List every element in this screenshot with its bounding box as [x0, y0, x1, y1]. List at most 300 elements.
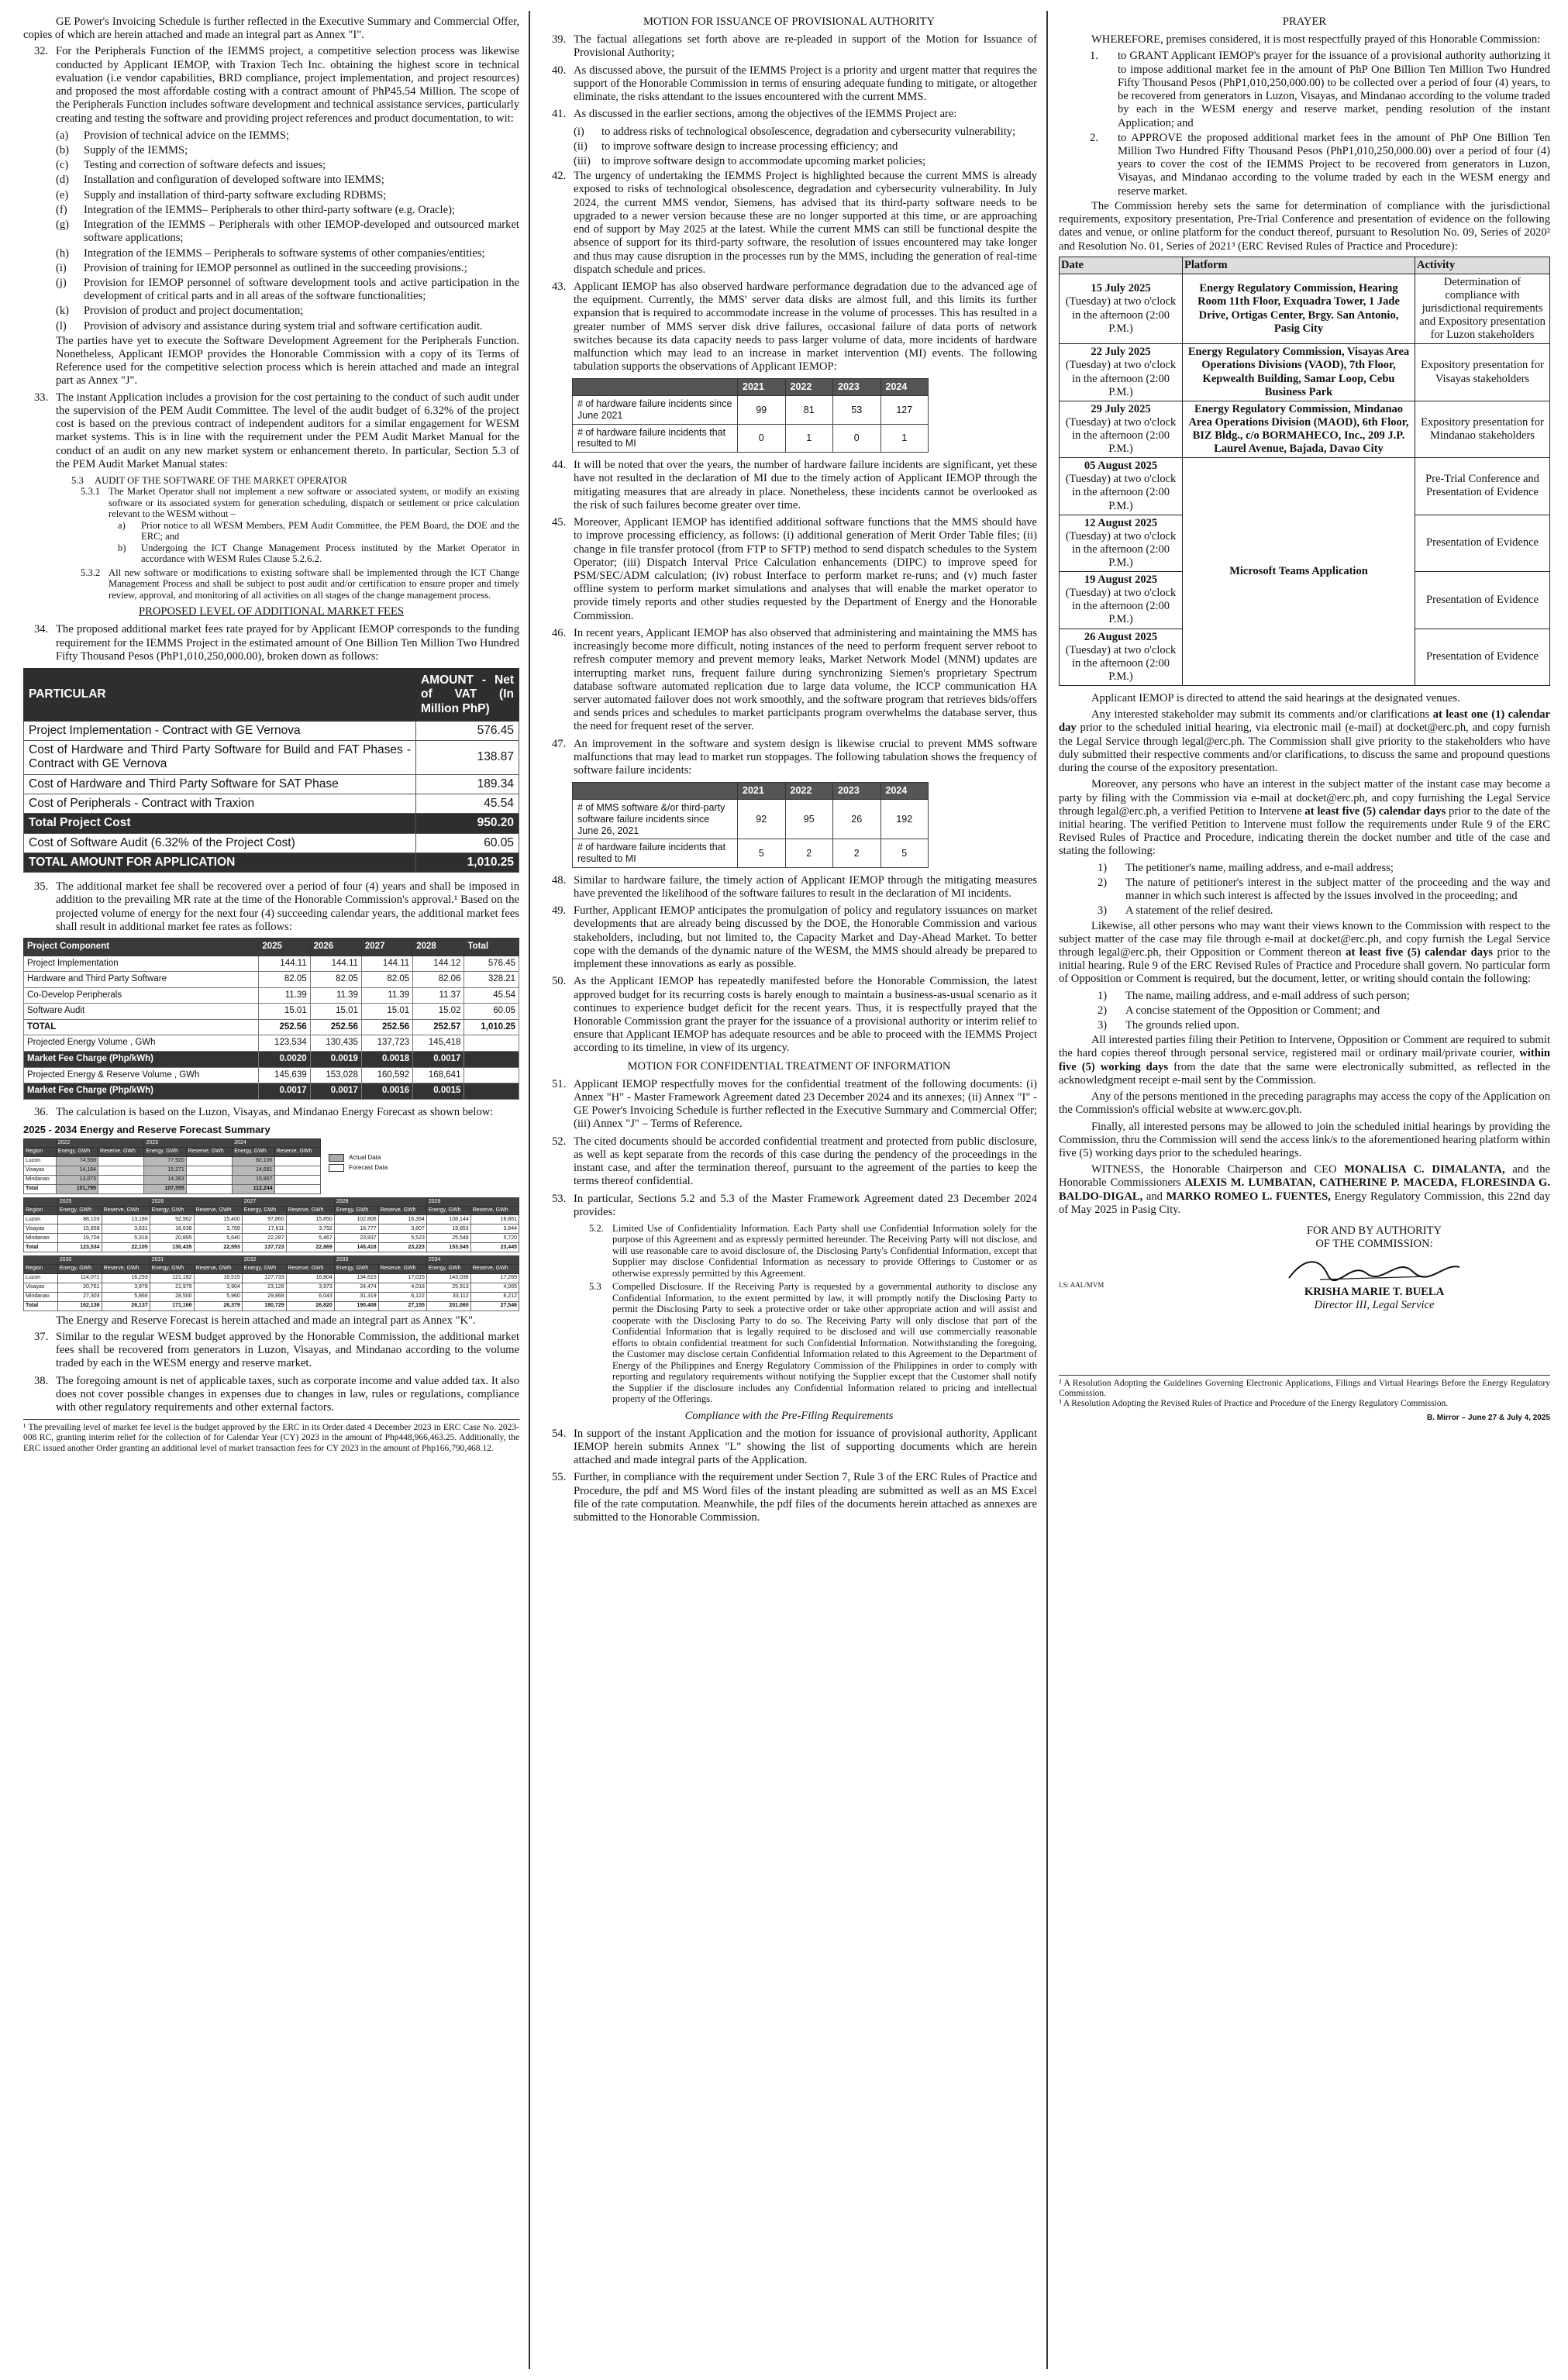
table-cell: 0.0017 [259, 1083, 310, 1100]
table-cell: Cost of Hardware and Third Party Software for Build and FAT Phases - Contract with GE Vernova [24, 741, 416, 775]
paragraph-43 [541, 281, 1037, 374]
activity-cell: Expository presentation for Visayas stakeholders [1415, 344, 1550, 401]
list-text: Provision of product and project documentation; [84, 305, 304, 318]
text-span: Moreover, Applicant IEMOP has identified additional software functions that the MMS should have to improve processing efficiency, as follows: (i) additional generation of Merit Order Table files; (ii) change in file transfer protocol (from FTP to SFTP) method to send dispatch schedules to the System Operator; (iii) Dispatch Interval Price Calculation enhancements (DIPC) to improve speed for PSM/SEC/ADM calculation; (iv) robust Interface to perform market re-runs; and (v) much faster offline system to perform market simulations and analyses that will enable the market operator to provide timely reports and other studies requested by the Department of Energy and the Honorable Commission. [574, 516, 1037, 622]
date-label: 12 August 2025 [1084, 516, 1158, 529]
table-cell: Cost of Peripherals - Contract with Traxion [24, 794, 416, 814]
table-row [24, 1197, 519, 1206]
paragraph-50 [541, 975, 1037, 1055]
table-cell: 13,186 [102, 1215, 150, 1224]
text-span: OF THE COMMISSION: [1315, 1238, 1433, 1251]
table-row [24, 1215, 519, 1224]
column-header: Energy, GWh [242, 1265, 286, 1273]
table-cell: # of hardware failure incidents that resulted to MI [573, 839, 738, 868]
column-header: Energy, GWh [242, 1206, 286, 1214]
text-span: Similar to the regular WESM budget approved by the Honorable Commission, the additional market fees shall be recovered from generators in Luzon, Visayas, and Mindanao according to the volume traded by each in the WESM energy and reserve market. [56, 1330, 519, 1370]
table-cell: 15,400 [194, 1215, 242, 1224]
column-header: 2026 [150, 1197, 242, 1206]
table-row [1060, 458, 1550, 515]
table-row [24, 833, 519, 852]
section-heading-confidential: MOTION FOR CONFIDENTIAL TREATMENT OF INFORMATION [627, 1059, 951, 1073]
table-cell: 3,973 [286, 1283, 334, 1292]
list-label: 3) [1098, 1019, 1108, 1032]
list-label: (h) [56, 246, 70, 260]
table-cell: 23,445 [470, 1243, 519, 1252]
schedule-date [1060, 629, 1183, 685]
table-cell: 16,394 [378, 1215, 426, 1224]
table-cell [98, 1175, 144, 1184]
text-span: 42. [552, 170, 567, 183]
table-cell: Luzon [24, 1215, 58, 1224]
text-span: 39. [552, 33, 567, 46]
access-paragraph: Any of the persons mentioned in the preceding paragraphs may access the copy of the Application on the Commission's official website at www.erc.gov.ph. [1059, 1090, 1550, 1117]
table-cell: 1,010.25 [464, 1019, 519, 1035]
table-cell: 74,558 [56, 1156, 98, 1166]
table-cell: 2 [833, 839, 881, 868]
column-header: Total [464, 939, 519, 956]
column-header: Reserve, GWh [470, 1206, 519, 1214]
table-cell: 97,860 [242, 1215, 286, 1224]
text-span: Limited Use of Confidentiality Information. Each Party shall use Confidential Information solely for the purpose of this Agreement and as expressly permitted hereunder. The Receiving Party will not disclose, and will use reasonable care to avoid disclosure of, the Disclosing Party's Confidential Information, except that Supplier may disclose Confidential Information as necessary to provide Offerings to Customer or as otherwise expressly permitted by this Agreement. [612, 1223, 1037, 1279]
table-cell: 16,638 [150, 1224, 194, 1234]
table-cell: Software Audit [24, 1004, 259, 1020]
table-cell: 25,548 [426, 1234, 470, 1243]
table-cell: 3,631 [102, 1224, 150, 1234]
text-span: Moreover, any persons who have an interest in the subject matter of the instant case may become a party by filing with the Commission via e-mail at docket@erc.ph, and copy furnishing the Legal Service through legal@erc.ph, a verified Petition to Intervene [1059, 778, 1550, 818]
prayer-list [1059, 50, 1550, 198]
table-cell: 6,212 [470, 1292, 519, 1301]
column-header: Reserve, GWh [378, 1265, 426, 1273]
hearing-schedule-table [1059, 257, 1550, 686]
table-row [1060, 401, 1550, 457]
table-row [573, 396, 929, 425]
text-span: As discussed in the earlier sections, among the objectives of the IEMMS Project are: [574, 108, 957, 121]
schedule-date [1060, 274, 1183, 344]
table-row [24, 774, 519, 794]
activity-cell: Determination of compliance with jurisdictional requirements and Expository presentation for Luzon stakeholders [1415, 274, 1550, 344]
table-cell: Projected Energy & Reserve Volume , GWh [24, 1067, 259, 1083]
text-span: MONALISA C. DIMALANTA, [1344, 1163, 1505, 1176]
paragraph-52 [541, 1135, 1037, 1189]
column-header: Reserve, GWh [194, 1265, 242, 1273]
table-row [1060, 274, 1550, 344]
text-span: 1,010.25 [416, 852, 519, 872]
table-cell [274, 1156, 321, 1166]
list-text: A concise statement of the Opposition or Comment; and [1125, 1004, 1380, 1017]
column-header: 2028 [413, 939, 464, 956]
text-span: 50. [552, 975, 567, 988]
text-span: 38. [34, 1374, 49, 1387]
column-header: Platform [1183, 257, 1415, 274]
table-cell: 27,546 [470, 1301, 519, 1311]
date-label: 05 August 2025 [1084, 460, 1158, 473]
column-header: Date [1060, 257, 1183, 274]
list-item [56, 189, 519, 202]
table-cell: 77,920 [144, 1156, 186, 1166]
table-cell: Total [24, 1243, 58, 1252]
paragraph-54 [541, 1428, 1037, 1468]
table-cell: 0.0018 [361, 1051, 412, 1067]
table-row [24, 1206, 519, 1214]
column-header [24, 1256, 58, 1265]
column-header: 2024 [233, 1139, 321, 1148]
table-cell [186, 1175, 232, 1184]
column-header [24, 1197, 58, 1206]
list-label: (b) [56, 143, 70, 157]
table-cell: 22,105 [102, 1243, 150, 1252]
table-cell: 88,103 [57, 1215, 102, 1224]
list-text: Supply of the IEMMS; [84, 143, 188, 157]
list-item [56, 219, 519, 245]
text-span: 32. [34, 45, 49, 58]
table-cell: 18,777 [334, 1224, 378, 1234]
text-span: As the Applicant IEMOP has repeatedly manifested before the Honorable Commission, the latest approved budget for its recurring costs is barely enough to maintain a business-as-usual scenario as it continues to experience budget deficit for the recent years. Thus, it is respectfully prayed that the Honorable Commission grant the prayer for the issuance of a provisional authority or interim relief to ensure that Applicant IEMOP has adequate resources and be able to proceed with the IEMMS Project according to its timeline, in view of its urgency. [574, 975, 1037, 1055]
table-cell: 190,408 [334, 1301, 378, 1311]
table-cell: 17,611 [242, 1224, 286, 1234]
funding-breakdown-table [23, 668, 519, 873]
time-label: (Tuesday) at two o'clock in the afternoon (2:00 P.M.) [1065, 473, 1177, 512]
paragraph-51 [541, 1078, 1037, 1131]
table-cell: 0.0017 [413, 1051, 464, 1067]
list-item [1098, 862, 1550, 875]
table-cell: 189.34 [416, 774, 519, 794]
text-span: 37. [34, 1330, 49, 1343]
text-span: MARKO ROMEO L. FUENTES, [1166, 1190, 1331, 1203]
table-cell: 252.56 [361, 1019, 412, 1035]
text-span: Actual Data [349, 1154, 381, 1162]
table-cell: 15,271 [144, 1166, 186, 1175]
table-cell: 25,913 [426, 1283, 470, 1292]
table-cell: 23,223 [378, 1243, 426, 1252]
text-span: 5.3 [71, 475, 84, 486]
schedule-date [1060, 515, 1183, 571]
column-header: 2023 [144, 1139, 233, 1148]
forecast-table-2022-2024 [23, 1138, 321, 1194]
list-text: Integration of the IEMMS – Peripherals with other IEMOP-developed and outsourced market software applications; [84, 219, 519, 245]
text-span: 49. [552, 904, 567, 918]
table-cell: 145,418 [413, 1035, 464, 1052]
table-row [24, 814, 519, 833]
text-span: prior to the date of the initial hearing. The verified Petition to Intervene must follow the requirements under Rule 9 of the ERC Revised Rules of Practice and Procedure, indicating therein the docket number and title of the case and stating the following: [1059, 804, 1550, 858]
table-cell: 137,723 [242, 1243, 286, 1252]
table-cell: 144.11 [259, 956, 310, 972]
table-cell: 3,844 [470, 1224, 519, 1234]
column-header: Energy, GWh [426, 1206, 470, 1214]
time-label: (Tuesday) at two o'clock in the afternoon (2:00 P.M.) [1065, 529, 1177, 570]
section-heading-prayer: PRAYER [1282, 15, 1327, 28]
text-span: 48. [552, 873, 567, 887]
text-span: Similar to hardware failure, the timely action of Applicant IEMOP through the mitigating measures have prevented the likelihood of the software failures to result in the declaration of MI incidents. [574, 873, 1037, 900]
column-header: 2022 [56, 1139, 144, 1148]
column-header: 2025 [259, 939, 310, 956]
list-text: Provision of training for IEMOP personnel as outlined in the succeeding provisions.; [84, 261, 467, 274]
column-header: Activity [1415, 257, 1550, 274]
table-cell: 23,837 [334, 1234, 378, 1243]
list-label: (d) [56, 174, 70, 187]
table-cell [274, 1184, 321, 1193]
list-item [56, 247, 519, 260]
paragraph-53 [541, 1193, 1037, 1219]
text-span: 5.3.1 [81, 486, 101, 498]
column-header: 2022 [785, 783, 833, 800]
table-row [24, 1067, 519, 1083]
text-span: Compelled Disclosure. If the Receiving Party is requested by a governmental authority to disclose any Confidential Information, to the extent permitted by law, it will promptly notify the Disclosing Party to permit the Disclosing Party to seek a protective order or take other appropriate action and will assist and cooperate with the Disclosing Party to do so. The Receiving Party will only disclose that part of the Confidential Information that is legally required to be disclosed and will use commercially reasonable efforts to obtain confidential treatment for such Confidential Information. Notwithstanding the foregoing, the Customer may disclose certain Confidential Information related to this Agreement to the Department of Energy of the Philippines and Energy Regulatory Commission of the Philippines in order to comply with reporting and regulatory requirements without notifying the Supplier except that the Customer shall notify the Supplier if the disclosure includes any Confidential Information related to pricing and intellectual property of the Offerings. [612, 1281, 1037, 1405]
table-cell: 16,804 [286, 1273, 334, 1283]
paragraph-32 [23, 45, 519, 125]
table-cell: # of hardware failure incidents that resulted to MI [573, 424, 738, 453]
column-header: Energy, GWh [334, 1206, 378, 1214]
list-text: Testing and correction of software defects and issues; [84, 159, 326, 172]
table-row [24, 987, 519, 1004]
time-label: (Tuesday) at two o'clock in the afternoon (2:00 P.M.) [1065, 643, 1177, 683]
column-header: 2028 [334, 1197, 426, 1206]
footnotes-col3 [1059, 1375, 1550, 1410]
column-header: Reserve, GWh [98, 1148, 144, 1156]
table-cell [98, 1166, 144, 1175]
table-row [24, 972, 519, 988]
table-cell: 5,523 [378, 1234, 426, 1243]
text-span: Total Project Cost [24, 814, 416, 833]
text-span: and the Honorable Commissioners [1059, 1163, 1550, 1190]
text-span: The additional market fee shall be recovered over a period of four (4) years and shall be imposed in addition to the prevailing MR rate at the time of the Honorable Commission's approval.¹ Based on the projected volume of energy for the next four (4) succeeding calendar years, the additional market fees shall result in additional market fee rates as follows: [56, 880, 519, 933]
text-span: All interested parties filing their Petition to Intervene, Opposition or Comment are required to submit the hard copies thereof through personal service, registered mail or ordinary mail/private courier, [1059, 1034, 1550, 1060]
table-row [24, 1265, 519, 1273]
table-cell: 1 [785, 424, 833, 453]
text-span: at least five (5) calendar days [1304, 804, 1446, 818]
text-span: prior to the initial hearing. Rule 9 of the ERC Revised Rules of Practice and Procedure shall govern. No particular form of Opposition or Comment is required, but the document, letter, or writing should contain the following: [1059, 945, 1550, 986]
date-label: 26 August 2025 [1084, 630, 1158, 643]
table-cell: 24,474 [334, 1283, 378, 1292]
list-label: (k) [56, 305, 70, 318]
text-span: All new software or modifications to existing software shall be implemented through the ICT Change Management Process and shall be subject to post audit and/or certification to ensure proper and timely review, approval, and monitoring of all activities on all stages of the change management process. [109, 567, 519, 601]
table-cell: 0.0019 [310, 1051, 361, 1067]
hardcopy-paragraph [1059, 1034, 1550, 1087]
column-header: Energy, GWh [150, 1265, 194, 1273]
table-cell [186, 1166, 232, 1175]
table-cell: Total [24, 1301, 58, 1311]
list-text: The petitioner's name, mailing address, and e-mail address; [1125, 861, 1394, 874]
text-span: PARTICULAR [24, 669, 416, 722]
schedule-date [1060, 344, 1183, 401]
column-divider [529, 11, 530, 2369]
column-header: Reserve, GWh [378, 1206, 426, 1214]
table-cell: 92,902 [150, 1215, 194, 1224]
table-row [24, 1019, 519, 1035]
table-cell: 15.01 [361, 1004, 412, 1020]
table-cell: 5,866 [102, 1292, 150, 1301]
column-header: 2033 [334, 1256, 426, 1265]
paragraph-39 [541, 33, 1037, 60]
list-item [56, 204, 519, 217]
table-cell: 99 [738, 396, 786, 425]
schedule-date [1060, 572, 1183, 629]
text-span: Undergoing the ICT Change Management Process instituted by the Market Operator in accordance with WESM Rules Clause 5.2.6.2. [141, 542, 519, 565]
column-header: Region [24, 1265, 58, 1273]
table-cell: 5 [738, 839, 786, 868]
activity-cell: Pre-Trial Conference and Presentation of Evidence [1415, 458, 1550, 515]
table-row [573, 839, 929, 868]
text-span: 51. [552, 1077, 567, 1090]
table-cell: 33,112 [426, 1292, 470, 1301]
text-span: The foregoing amount is net of applicable taxes, such as corporate income and value added tax. It also does not cover possible changes in expenses due to changes in law, rules or regulations, compliance with other regulatory requirements and other external factors. [56, 1374, 519, 1414]
paragraph-34 [23, 623, 519, 663]
table-cell [274, 1166, 321, 1175]
paragraph-44 [541, 459, 1037, 512]
table-cell: 101,795 [56, 1184, 98, 1193]
table-cell: 29,868 [242, 1292, 286, 1301]
table-cell [464, 1067, 519, 1083]
text-span: 40. [552, 64, 567, 77]
table-cell: 20,761 [57, 1283, 102, 1292]
paragraph-49 [541, 904, 1037, 971]
table-cell: 45.54 [464, 987, 519, 1004]
table-row [24, 721, 519, 740]
list-text: to address risks of technological obsolescence, degradation and cybersecurity vulnerability; [601, 125, 1016, 138]
table-row [24, 1166, 321, 1175]
list-item [1098, 904, 1550, 918]
column-header: 2023 [833, 379, 881, 396]
text-span: Applicant IEMOP respectfully moves for the confidential treatment of the following documents: (i) Annex "H" - Master Framework Agreement dated 23 December 2024 and its annexes; (ii) Annex "I" - GE Power's Invoicing Schedule is further reflected in the Executive Summary and Commercial Offer; (iii) Annex "J" – Terms of Reference. [574, 1077, 1037, 1131]
list-text: A statement of the relief desired. [1125, 904, 1273, 918]
table-cell [464, 1051, 519, 1067]
table-cell: 14,164 [56, 1166, 98, 1175]
table-cell: 102,806 [334, 1215, 378, 1224]
table-cell: Market Fee Charge (Php/kWh) [24, 1051, 259, 1067]
table-row [24, 1004, 519, 1020]
table-row [24, 956, 519, 972]
table-cell: 108,144 [426, 1215, 470, 1224]
text-span: TOTAL AMOUNT FOR APPLICATION [24, 852, 416, 872]
table-cell: 19,704 [57, 1234, 102, 1243]
list-text: to improve software design to accommodate upcoming market policies; [601, 154, 926, 167]
text-span: The cited documents should be accorded confidential treatment and protected from public disclosure, as well as kept separate from the records of this case during the pendency of the proceedings in the instant case, and after the termination thereof, pursuant to the agreement of the parties to keep the terms thereof confidential. [574, 1135, 1037, 1188]
list-text: to improve software design to increase processing efficiency; and [601, 139, 898, 153]
table-row [24, 1156, 321, 1166]
table-cell: 160,592 [361, 1067, 412, 1083]
table-cell: 16,861 [470, 1215, 519, 1224]
table-cell: # of hardware failure incidents since June 2021 [573, 396, 738, 425]
table-row [24, 852, 519, 872]
table-cell [186, 1184, 232, 1193]
text-span: 5.3 [589, 1281, 601, 1293]
list-label: 2) [1098, 876, 1108, 889]
table-cell: 2 [785, 839, 833, 868]
list-item [56, 174, 519, 187]
text-span: 44. [552, 459, 567, 472]
table-cell: Mindanao [24, 1234, 58, 1243]
text-span: The proposed additional market fees rate prayed for by Applicant IEMOP corresponds to the funding requirement for the IEMMS Project in the estimated amount of One Billion Ten Million Two Hundred Fifty Thousand Pesos (PhP1,010,250,000.00), broken down as follows: [56, 623, 519, 663]
column-header: Reserve, GWh [274, 1148, 321, 1156]
text-span: 5.3.2 [81, 567, 101, 578]
table-cell: Visayas [24, 1224, 58, 1234]
table-cell: 1 [880, 424, 929, 453]
text-span: As discussed above, the pursuit of the IEMMS Project is a priority and urgent matter that requires the support of the Honorable Commission in terms of ensuring adequate funding to mitigate, or altogether eliminate, the risks attendant to the issues encountered with the current MMS. [574, 64, 1037, 104]
witness-paragraph [1059, 1163, 1550, 1217]
text-span: 45. [552, 516, 567, 529]
table-cell: 17,015 [378, 1273, 426, 1283]
table-cell: 145,639 [259, 1067, 310, 1083]
table-row [24, 1273, 519, 1283]
text-span: Likewise, all other persons who may want their views known to the Commission with respect to the subject matter of the case may file through e-mail at docket@erc.ph, and copy furnish the Legal Service through legal@erc.ph, their Opposition or Comment thereon [1059, 919, 1550, 959]
text-span: and [1146, 1190, 1163, 1203]
time-label: (Tuesday) at two o'clock in the afternoon (2:00 P.M.) [1065, 587, 1177, 626]
table-cell: 5,467 [286, 1234, 334, 1243]
opposition-requirements [1059, 990, 1550, 1033]
column-header: 2021 [738, 379, 786, 396]
table-cell: 95 [785, 800, 833, 839]
table-cell: 82,106 [233, 1156, 274, 1166]
table-cell: Mindanao [24, 1175, 57, 1184]
table-cell: Project Implementation [24, 956, 259, 972]
table-cell: 28,500 [150, 1292, 194, 1301]
text-span: 43. [552, 280, 567, 293]
text-span: at least five (5) calendar days [1346, 945, 1494, 959]
table-cell: 82.05 [361, 972, 412, 988]
table-cell: 23,128 [242, 1283, 286, 1292]
table-row [24, 1243, 519, 1252]
hardware-failure-table [572, 378, 929, 453]
table-cell: 31,319 [334, 1292, 378, 1301]
final-paragraph: Finally, all interested persons may be allowed to join the scheduled initial hearings by providing the Commission, thru the Commission will send the access link/s to the aforementioned hearing platform within five (5) working days prior to the scheduled hearings. [1059, 1120, 1550, 1159]
table-cell: 130,435 [310, 1035, 361, 1052]
table-cell: 4,018 [378, 1283, 426, 1292]
column-3 [1059, 15, 1550, 2366]
table-row [573, 424, 929, 453]
text-span: 55. [552, 1471, 567, 1484]
table-cell: 3,978 [102, 1283, 150, 1292]
forecast-summary [23, 1124, 519, 1311]
table-cell: 22,593 [194, 1243, 242, 1252]
text-span: Applicant IEMOP has also observed hardware performance degradation due to the advanced age of the equipment. Currently, the MMS' server data disks are almost full, and this limits its further expansion that is required to accommodate increase in the volume of processes. This has resulted in a greater number of MMS server disk drive failures, occasional failure of data ports of network switches because its data capacity needs to pass larger volume of data, more incidents of hardware malfunction which may lead to an increase in market intervention (MI) events. The following tabulation supports the observations of Applicant IEMOP: [574, 280, 1037, 374]
table-cell: 21,979 [150, 1283, 194, 1292]
time-label: (Tuesday) at two o'clock in the afternoon (2:00 P.M.) [1065, 359, 1177, 398]
table-cell: 0.0017 [310, 1083, 361, 1100]
table-cell: 201,060 [426, 1301, 470, 1311]
table-row [24, 1256, 519, 1265]
table-cell [98, 1156, 144, 1166]
table-cell: 82.06 [413, 972, 464, 988]
text-span: In support of the instant Application and the motion for issuance of provisional authority, Applicant IEMOP herein submits Annex "L" showing the list of supporting documents which are herein attached and made integral parts of the Application. [574, 1427, 1037, 1467]
text-span: The instant Application includes a provision for the cost pertaining to the conduct of such audit under the supervision of the PEM Audit Committee. The level of the audit budget of 6.32% of the project cost is based on the previous contract of independent auditors for a similar engagement for WESM market systems. This is in line with the requirement under the PEM Audit Market Manual for the conduct of an audit on any new market system or enhancement thereto. In particular, Section 5.3 of the PEM Audit Market Manual states: [56, 391, 519, 470]
venue-cell: Energy Regulatory Commission, Hearing Room 11th Floor, Exquadra Tower, 1 Jade Drive, Ortigas Center, Brgy. San Antonio, Pasig City [1183, 274, 1415, 344]
paragraph-33 [23, 391, 519, 471]
table-cell: 328.21 [464, 972, 519, 988]
table-cell: 3,769 [194, 1224, 242, 1234]
table-cell: 26 [833, 800, 881, 839]
column-header: 2021 [738, 783, 786, 800]
column-header [24, 1139, 57, 1148]
table-row [24, 1051, 519, 1067]
text-span: In particular, Sections 5.2 and 5.3 of the Master Framework Agreement dated 23 December 2024 provides: [574, 1192, 1037, 1218]
table-cell: 5,720 [470, 1234, 519, 1243]
objectives-list [541, 126, 1037, 169]
table-cell: Project Implementation - Contract with GE Vernova [24, 721, 416, 740]
table-cell: 16,515 [194, 1273, 242, 1283]
table-cell: 138.87 [416, 741, 519, 775]
list-item [574, 155, 1037, 168]
text-span: The urgency of undertaking the IEMMS Project is highlighted because the current MMS is already exposed to risks of technological obsolescence, degradation and cybersecurity vulnerability. In July 2024, the current MMS vendor, Siemens, has advised that its third-party software needs to be upgraded to a newer version because these are no longer supported at this time, or are approaching end of support by May 2025 at the latest. While the current MMS can still be functional despite the absence of support for its third-party software, the resolution of issues encountered may take longer and thus may cause disruption in the processes run by the MMS, including the generation of real-time dispatch schedule and prices. [574, 170, 1037, 276]
column-header: 2032 [242, 1256, 334, 1265]
publication-credit: B. Mirror – June 27 & July 4, 2025 [1427, 1414, 1550, 1423]
table-cell: Hardware and Third Party Software [24, 972, 259, 988]
list-item [1098, 1004, 1550, 1018]
text-span: 41. [552, 108, 567, 121]
list-label: 2. [1090, 131, 1098, 144]
table-cell: Luzon [24, 1156, 57, 1166]
table-cell: 123,534 [57, 1243, 102, 1252]
column-header: Region [24, 1206, 58, 1214]
table-cell: Cost of Hardware and Third Party Software for SAT Phase [24, 774, 416, 794]
